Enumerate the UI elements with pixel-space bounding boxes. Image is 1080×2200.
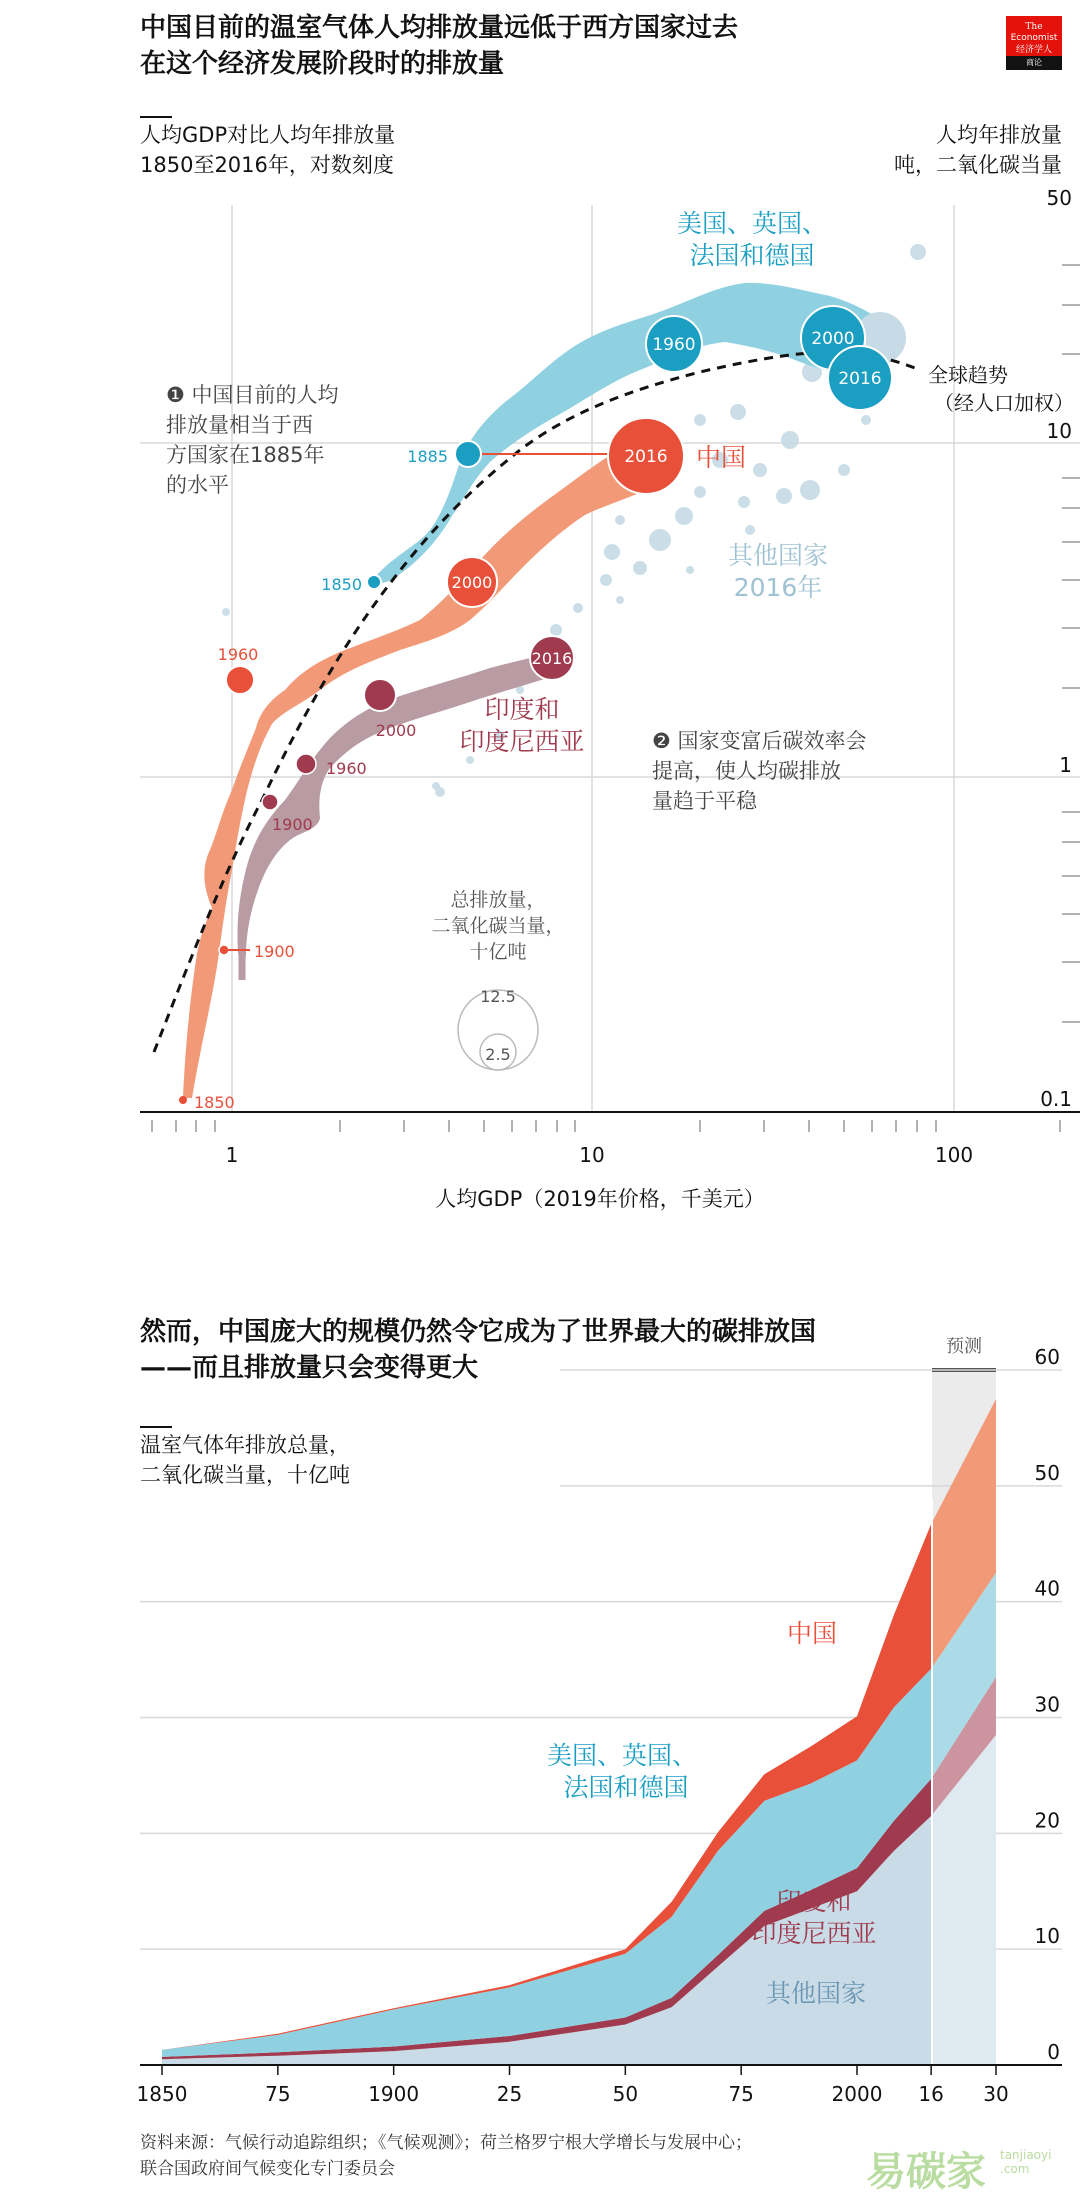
chart2-x-tick-1975: 75: [728, 2082, 754, 2106]
chart2-x-ticks: [137, 2065, 1009, 2106]
logo-text-cn: 经济学人: [1015, 45, 1052, 55]
chart2-india-label-2: 印度尼西亚: [751, 1919, 877, 1948]
chart2-subtitle-line1: 温室气体年排放总量，: [140, 1433, 350, 1457]
china-label-2016: 2016: [624, 447, 668, 467]
chart1-title: [140, 10, 738, 82]
china-dot-1900: [219, 945, 229, 955]
y-tick-0.1: 0.1: [1040, 1087, 1072, 1111]
chart2-stacked-areas: [162, 1399, 996, 2065]
note2-line1: ❷ 国家变富后碳效率会: [652, 729, 867, 753]
chart2-west-label-1: 美国、英国、: [546, 1741, 698, 1770]
forecast-label: 预测: [946, 1336, 982, 1357]
china-label-1960: 1960: [217, 645, 259, 664]
note2-line3: 量趋于平稳: [652, 789, 757, 813]
note1-line3: 方国家在1885年: [166, 443, 325, 467]
chart1-subtitle-line1: 人均GDP对比人均年排放量: [140, 123, 396, 147]
chart1-y-minor-ticks: [1062, 265, 1080, 1022]
note2-line2: 提高，使人均碳排放: [652, 759, 841, 783]
west-label-1960: 1960: [652, 335, 696, 355]
india-series-label-1: 印度和: [484, 695, 560, 724]
india-dot-1900: [262, 794, 278, 810]
india-label-2016: 2016: [531, 649, 573, 668]
y-tick-1: 1: [1059, 753, 1072, 777]
economist-logo: [1006, 16, 1062, 70]
chart1-subtitle: [140, 120, 395, 180]
chart2-y-tick-50: 50: [1034, 1460, 1060, 1485]
trend-label-1: 全球趋势: [928, 363, 1008, 387]
others-series-label-1: 其他国家: [727, 541, 829, 570]
chart2-x-tick-1900: 1900: [368, 2082, 420, 2106]
y-tick-50: 50: [1046, 186, 1072, 210]
chart1-x-minor-ticks: [152, 1120, 1060, 1132]
chart1-title-line2: 在这个经济发展阶段时的排放量: [140, 49, 505, 79]
west-dot-1885: [455, 441, 481, 467]
chart1-title-line1: 中国目前的温室气体人均排放量远低于西方国家过去: [140, 13, 739, 43]
chart1-subtitle-line2: 1850至2016年，对数刻度: [140, 153, 394, 177]
india-label-2000: 2000: [375, 721, 417, 740]
china-dot-1960: [226, 666, 254, 694]
chart1-subtitle-rule: [140, 116, 172, 118]
watermark-text: 易碳家: [866, 2149, 986, 2195]
chart2-y-tick-10: 10: [1034, 1924, 1060, 1949]
chart2-x-tick-2016: 16: [918, 2082, 944, 2106]
west-series-label-1: 美国、英国、: [676, 209, 828, 238]
china-label-1900: 1900: [254, 942, 295, 961]
size-legend-small-label: 2.5: [485, 1045, 511, 1064]
chart1-x-label: 人均GDP（2019年价格，千美元）: [435, 1187, 765, 1211]
chart1-scatter-plot: [0, 180, 1080, 1230]
chart2-x-tick-1950: 50: [612, 2082, 639, 2106]
chart2-west-label-2: 法国和德国: [563, 1773, 689, 1802]
china-series-label: 中国: [696, 443, 747, 472]
logo-text-the: The: [1025, 22, 1043, 32]
chart2-title-line1: 然而，中国庞大的规模仍然令它成为了世界最大的碳排放国: [140, 1317, 817, 1347]
x-tick-1: 1: [225, 1143, 239, 1167]
chart2-x-tick-2030: 30: [983, 2082, 1009, 2106]
china-dot-1850: [179, 1096, 187, 1104]
west-label-1885: 1885: [407, 447, 448, 466]
note1-line4: 的水平: [166, 473, 229, 497]
chart2-y-tick-30: 30: [1034, 1692, 1060, 1717]
y-tick-10: 10: [1046, 419, 1072, 443]
note1-line2: 排放量相当于西: [166, 413, 313, 437]
china-label-2000: 2000: [451, 573, 493, 592]
logo-text-shanglun: 商论: [1006, 56, 1062, 70]
west-label-2016: 2016: [838, 369, 882, 389]
west-label-2000: 2000: [811, 329, 855, 349]
chart2-x-tick-1925: 25: [496, 2082, 523, 2106]
chart2-india-label-1: 印度和: [776, 1887, 852, 1916]
india-dot-2000: [364, 679, 396, 711]
chart2-x-tick-1875: 75: [265, 2082, 291, 2106]
chart2-y-tick-40: 40: [1034, 1576, 1060, 1601]
chart2-area-chart: [0, 1330, 1080, 2120]
chart2-y-ticks: [1035, 1345, 1060, 2064]
west-dot-1850: [367, 575, 381, 589]
size-legend-title-2: 二氧化碳当量，: [431, 915, 565, 937]
chart2-y-tick-20: 20: [1034, 1808, 1060, 1833]
chart2-y-tick-0: 0: [1047, 2040, 1060, 2064]
india-dot-1960: [296, 754, 316, 774]
chart1-y-unit: [894, 120, 1062, 180]
source-line2: 联合国政府间气候变化专门委员会: [140, 2159, 395, 2179]
india-label-1960: 1960: [326, 759, 367, 778]
chart2-china-label: 中国: [786, 1619, 838, 1648]
size-legend-big-label: 12.5: [480, 987, 516, 1006]
chart2-subtitle-line2: 二氧化碳当量，十亿吨: [140, 1463, 350, 1487]
india-series-label-2: 印度尼西亚: [459, 727, 585, 756]
x-tick-100: 100: [934, 1143, 974, 1167]
chart2-x-tick-1850: 1850: [136, 2082, 188, 2106]
note1-line1: ❶ 中国目前的人均: [166, 383, 339, 407]
chart2-y-tick-60: 60: [1034, 1345, 1060, 1369]
x-tick-10: 10: [579, 1143, 605, 1167]
source-note: [140, 2130, 752, 2182]
chart2-x-tick-2000: 2000: [831, 2082, 883, 2106]
china-label-1850: 1850: [194, 1093, 235, 1112]
chart1-y-unit-line1: 人均年排放量: [936, 123, 1062, 147]
others-series-label-2: 2016年: [733, 573, 823, 602]
source-line1: 资料来源：气候行动追踪组织；《气候观测》；荷兰格罗宁根大学增长与发展中心；: [140, 2133, 752, 2153]
west-series-label-2: 法国和德国: [689, 241, 815, 270]
logo-text-economist: Economist: [1010, 33, 1058, 43]
trend-label-2: （经人口加权）: [934, 391, 1074, 415]
chart2-title-line2: ——而且排放量只会变得更大: [140, 1353, 479, 1383]
chart1-y-unit-line2: 吨，二氧化碳当量: [894, 153, 1062, 177]
watermark-sub: tanjiaoyi .com: [1000, 2148, 1052, 2176]
size-legend-title-3: 十亿吨: [469, 941, 527, 963]
west-label-1850: 1850: [321, 575, 362, 594]
chart2-others-label: 其他国家: [765, 1979, 867, 2008]
size-legend-title-1: 总排放量，: [450, 889, 546, 911]
india-label-1900: 1900: [272, 815, 313, 834]
